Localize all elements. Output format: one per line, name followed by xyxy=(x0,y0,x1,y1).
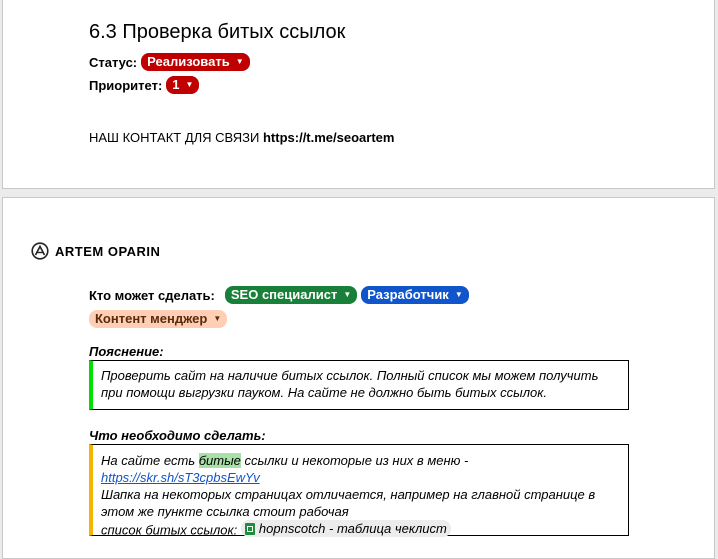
role-chip-developer[interactable] xyxy=(361,286,469,304)
todo-box[interactable] xyxy=(89,444,629,536)
todo-title: Что необходимо сделать: xyxy=(89,428,266,443)
todo-line-4 xyxy=(101,520,620,539)
status-field xyxy=(89,53,250,71)
status-label: Статус: xyxy=(89,54,138,70)
priority-field xyxy=(89,76,199,94)
artem-oparin-logo-icon xyxy=(31,242,49,260)
todo-text: На сайте есть xyxy=(101,453,199,468)
todo-line-1 xyxy=(101,452,620,469)
status-value: Реализовать xyxy=(147,54,230,69)
explanation-box[interactable] xyxy=(89,360,629,410)
role-label: Контент менджер xyxy=(95,311,208,326)
google-sheets-icon xyxy=(245,523,255,535)
document-page-1 xyxy=(2,0,715,189)
explanation-title: Пояснение: xyxy=(89,344,164,359)
contact-prefix: НАШ КОНТАКТ ДЛЯ СВЯЗИ xyxy=(89,130,263,145)
status-chip[interactable] xyxy=(141,53,249,71)
section-heading: 6.3 Проверка битых ссылок xyxy=(89,21,346,43)
contact-line xyxy=(89,130,394,145)
role-chip-content-manager[interactable] xyxy=(89,310,227,328)
highlighted-word: битые xyxy=(198,453,241,468)
document-page-2 xyxy=(2,197,715,559)
logo-text: ARTEM OPARIN xyxy=(55,243,161,259)
contact-link[interactable]: https://t.me/seoartem xyxy=(262,130,395,145)
role-label: Разработчик xyxy=(367,287,449,302)
todo-text: список битых ссылок: xyxy=(101,522,241,538)
priority-label: Приоритет: xyxy=(89,77,163,93)
assignees-label: Кто может сделать: xyxy=(89,287,215,303)
dropdown-arrow-icon: ▼ xyxy=(454,290,463,299)
priority-chip[interactable] xyxy=(166,76,199,94)
dropdown-arrow-icon: ▼ xyxy=(343,290,352,299)
dropdown-arrow-icon: ▼ xyxy=(213,314,222,323)
dropdown-arrow-icon: ▼ xyxy=(185,80,194,89)
priority-value: 1 xyxy=(172,77,180,92)
screenshot-link[interactable]: https://skr.sh/sT3cpbsEwYv xyxy=(101,470,260,485)
file-chip[interactable] xyxy=(241,520,451,537)
explanation-text: Проверить сайт на наличие битых ссылок. Полный список мы можем получить при помощи выгрузки пауком. На сайте не должно быть битых ссылок. xyxy=(101,368,599,400)
todo-text: ссылки и некоторые из них в меню - xyxy=(240,453,469,468)
todo-line-2 xyxy=(101,469,620,486)
role-chip-seo[interactable] xyxy=(225,286,357,304)
dropdown-arrow-icon: ▼ xyxy=(235,57,244,66)
role-label: SEO специалист xyxy=(230,287,338,302)
todo-line-3: Шапка на некоторых страницах отличается, например на главной странице в этом же пункте ссылка стоит рабочая xyxy=(101,487,596,519)
file-name: hopnscotch - таблица чеклист xyxy=(258,521,447,536)
brand-logo xyxy=(31,242,160,260)
assignees-field xyxy=(89,286,509,328)
